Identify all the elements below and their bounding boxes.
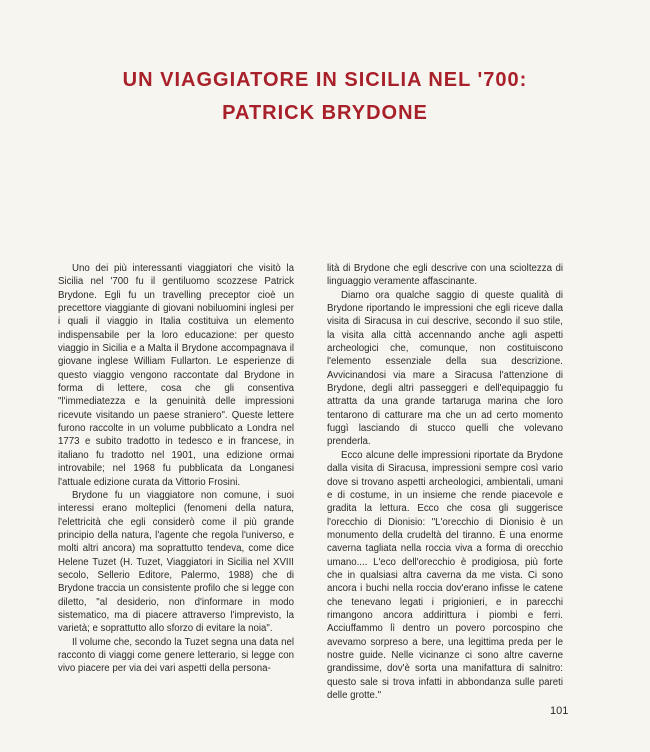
page-number: 101: [550, 705, 569, 717]
left-paragraph: Il volume che, secondo la Tuzet segna una data nel racconto di viaggi come genere letterario, si legge con vivo piacere per via dei vari aspetti della persona-: [58, 636, 294, 675]
title-line-2: PATRICK BRYDONE: [222, 102, 428, 124]
left-paragraph: Uno dei più interessanti viaggiatori che visitò la Sicilia nel '700 fu il gentiluomo scozzese Patrick Brydone. Egli fu un travelling preceptor cioè un precettore viaggiante di giovani nobiluomini inglesi per i quali il viaggio in Italia costituiva un elemento indispensabile per la loro educazione: per questo viaggio in Sicilia e a Malta il Brydone accompagnava il giovane inglese William Fullarton. Le esperienze di questo viaggio vengono raccontate dal Brydone in forma di lettere, cosa che gli consentiva "l'immediatezza e la genuinità delle impressioni ricevute visitando un paese straniero". Queste lettere furono raccolte in un volume pubblicato a Londra nel 1773 e subito tradotto in tedesco e in francese, in italiano fu tradotto nel 1901, una edizione ormai introvabile; nel 1968 fu pubblicata da Longanesi l'attuale edizione curata da Vittorio Frosini.: [58, 263, 294, 488]
right-column: [327, 262, 563, 702]
left-paragraph: Brydone fu un viaggiatore non comune, i suoi interessi erano molteplici (fenomeni della natura, l'elettricità che egli considerò come il più grande principio della natura, l'agente che regola l'universo, e molti altri ancora) ma soprattutto tendeva, come dice Helene Tuzet (H. Tuzet, Viaggiatori in Sicilia nel XVIII secolo, Sellerio Editore, Palermo, 1988) che di Brydone traccia un consistente profilo che si legge con diletto, "al desiderio, non d'informare in modo sistematico, ma di piacere attraverso l'imprevisto, la varietà; e soprattutto allo sforzo di evitare la noia".: [58, 489, 294, 635]
right-paragraph: Ecco alcune delle impressioni riportate da Brydone dalla visita di Siracusa, impressioni sempre così vario dove si trovano aspetti archeologici, ambientali, umani e di costume, in un insieme che rende piacevole e gradita la lettura. Ecco che cosa gli suggerisce l'orecchio di Dionisio: "L'orecchio di Dionisio è un monumento della crudeltà del tiranno. È una enorme caverna tagliata nella roccia viva a forma di orecchio umano.... L'eco dell'orecchio è prodigiosa, più forte che in qualsiasi altra caverna da me vista. Ci sono ancora i buchi nella roccia dov'erano infisse le catene che tenevano legati i prigionieri, e in parecchi rimangono ancora addirittura i piombi e ferri. Acciuffammo lì dentro un povero porcospino che avevamo sorpreso a bere, una legittima preda per le nostre guide. Nelle vicinanze ci sono altre caverne grandissime, dov'è sorta una manifattura di salnitro: questo sale si trova infatti in abbondanza sulle pareti delle grotte.": [327, 449, 563, 701]
left-column: [58, 262, 294, 676]
title-line-1: UN VIAGGIATORE IN SICILIA NEL '700:: [122, 69, 528, 91]
page-title: [0, 64, 650, 130]
right-paragraph: lità di Brydone che egli descrive con una scioltezza di linguaggio veramente affascinante.: [327, 263, 563, 288]
right-paragraph: Diamo ora qualche saggio di queste qualità di Brydone riportando le impressioni che egli riceve dalla visita di Siracusa in cui descrive, secondo il suo stile, la visita alla città accennando anche agli aspetti archeologici che, comunque, non costituiscono l'elemento essenziale della sua descrizione. Avvicinandosi via mare a Siracusa l'attenzione di Brydone, degli altri passeggeri e dell'equipaggio fu attratta da una grande tartaruga marina che loro tentarono di catturare ma che un ad certo momento fuggì lasciando di stucco quelli che volevano prenderla.: [327, 289, 563, 448]
